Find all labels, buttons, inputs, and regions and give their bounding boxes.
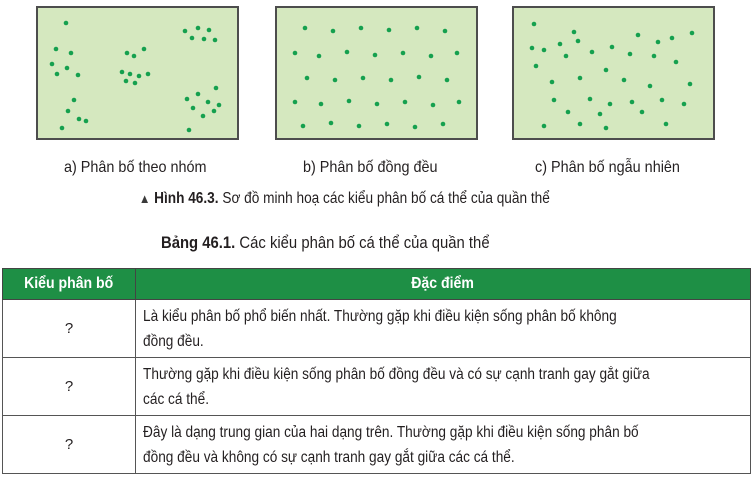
panel-uniform: [275, 6, 478, 140]
panel-clumped: [36, 6, 239, 140]
header-type: Kiểu phân bố: [3, 269, 136, 300]
table-row: [3, 416, 751, 474]
table-title: [161, 232, 490, 254]
caption-clumped: a) Phân bố theo nhóm: [64, 159, 207, 176]
figure-caption-text: Sơ đồ minh hoạ các kiểu phân bố cá thể của quần thể: [218, 190, 550, 207]
triangle-icon: ▲: [139, 191, 151, 206]
table-header-row: [3, 269, 751, 300]
random-dots: [514, 8, 713, 138]
panel-random: [512, 6, 715, 140]
table-row: [3, 358, 751, 416]
type-cell: ?: [3, 416, 136, 474]
table-row: [3, 300, 751, 358]
figure-caption-label: Hình 46.3.: [154, 190, 219, 207]
feature-cell: Đây là dạng trung gian của hai dạng trên. Thường gặp khi điều kiện sống phân bố đồng đều và không có sự cạnh tranh gay gắt giữa các cá thể.: [136, 416, 751, 474]
caption-random: c) Phân bố ngẫu nhiên: [535, 159, 680, 176]
table-title-label: Bảng 46.1.: [161, 234, 236, 252]
type-cell: ?: [3, 358, 136, 416]
caption-uniform: b) Phân bố đồng đều: [303, 159, 438, 176]
header-feature: Đặc điểm: [136, 269, 751, 300]
feature-cell: Là kiểu phân bố phổ biến nhất. Thường gặp khi điều kiện sống phân bố không đồng đều.: [136, 300, 751, 358]
type-cell: ?: [3, 300, 136, 358]
feature-cell: Thường gặp khi điều kiện sống phân bố đồng đều và có sự cạnh tranh gay gắt giữa các cá thể.: [136, 358, 751, 416]
clumped-dots: [38, 8, 237, 138]
distribution-table: [2, 268, 751, 474]
table-title-text: Các kiểu phân bố cá thể của quần thể: [235, 234, 490, 252]
figure-caption: [139, 188, 550, 210]
uniform-dots: [277, 8, 476, 138]
